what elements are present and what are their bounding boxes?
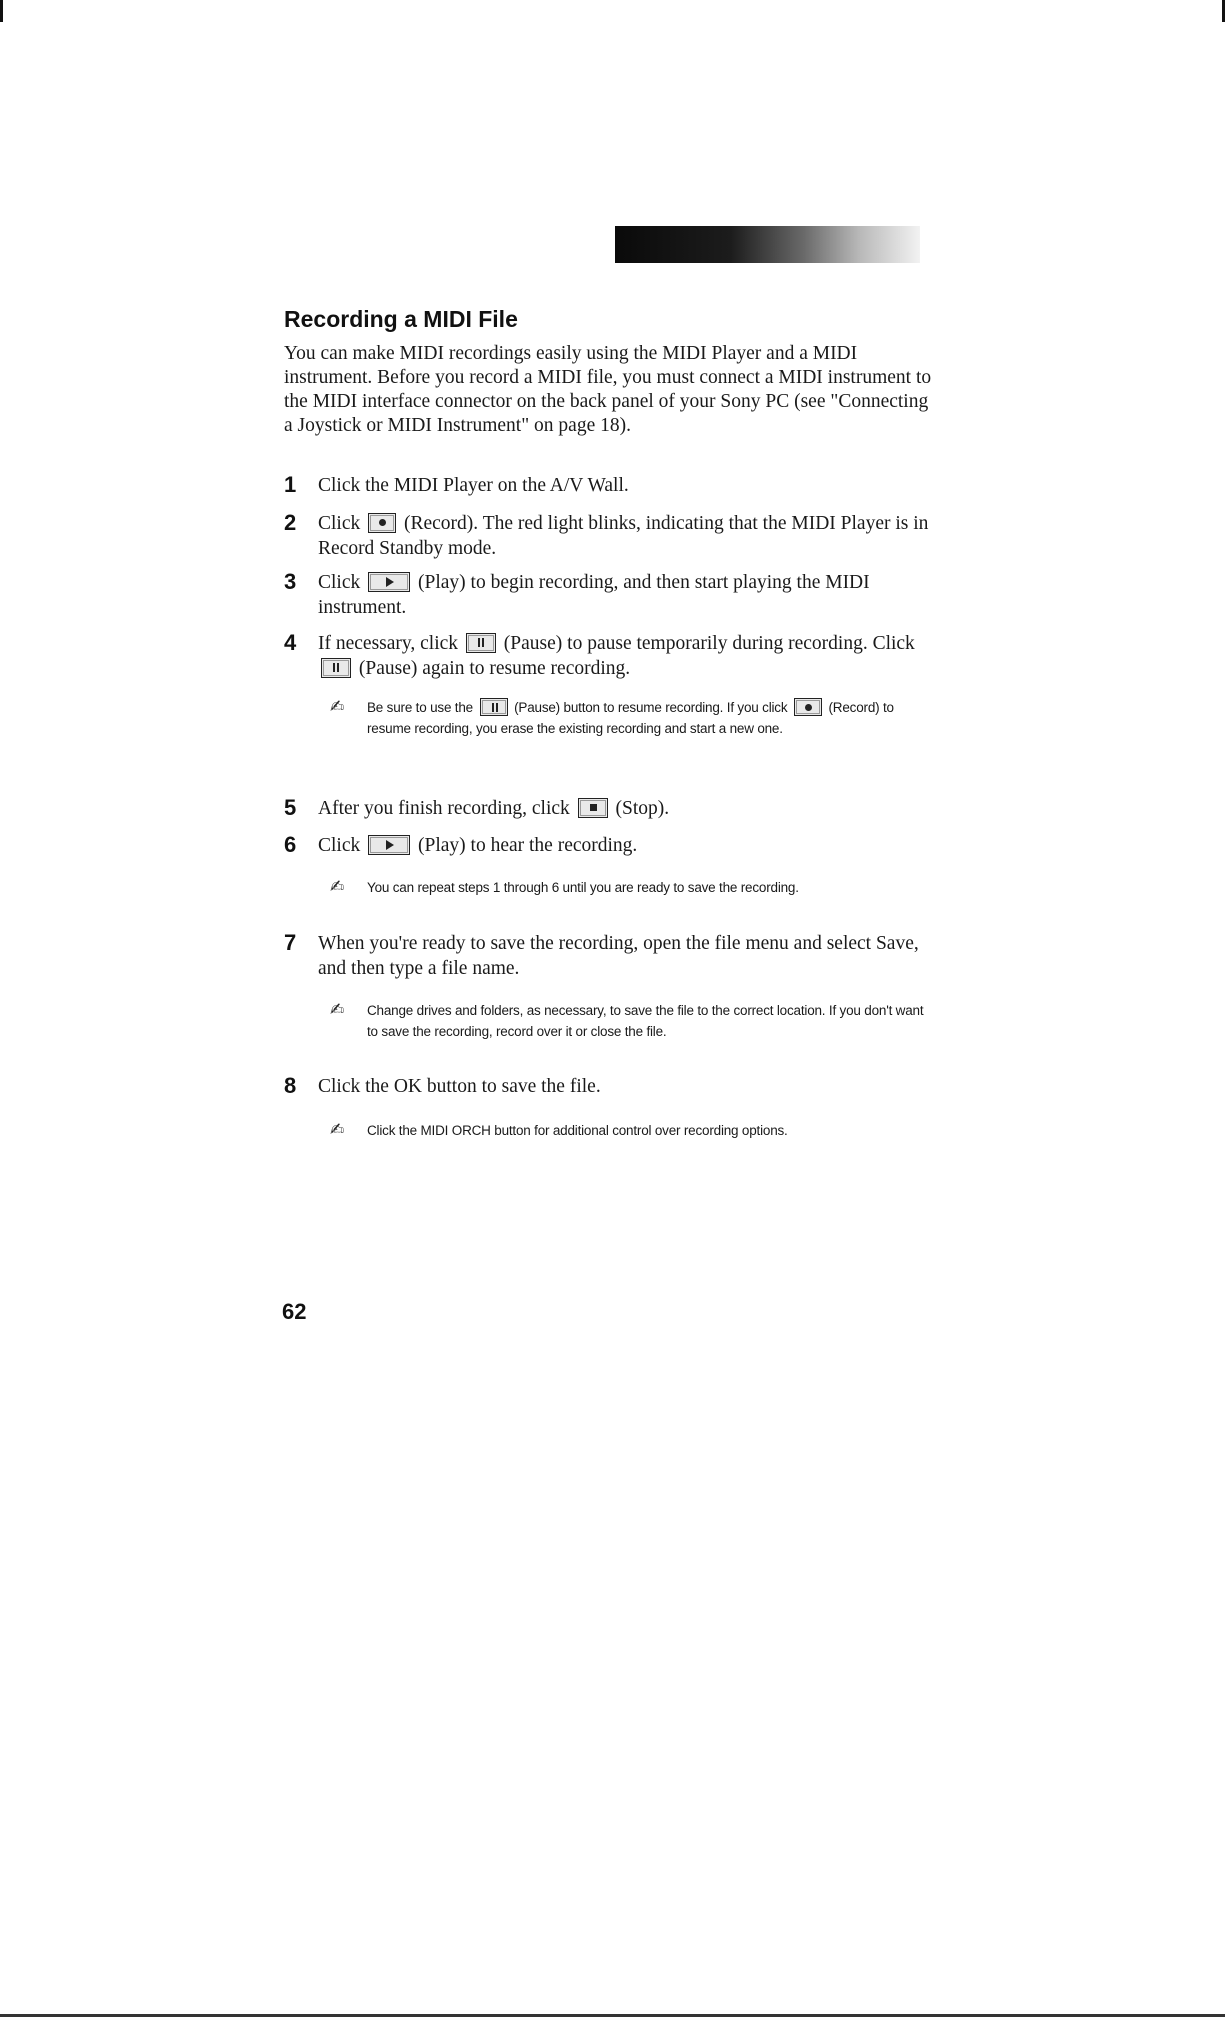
note-3: [330, 1000, 930, 1042]
step-text-end: (Record). The red light blinks, indicating that the MIDI Player is in Record Standby mode.: [318, 513, 929, 559]
page-number: 62: [282, 1299, 307, 1324]
step-4: [284, 631, 944, 681]
record-button-icon: [368, 513, 396, 533]
step-6: [284, 833, 944, 858]
note-2: [330, 877, 930, 898]
step-2: [284, 511, 944, 561]
note-text-end: (Record) to resume recording, you erase the existing recording and start a new one.: [367, 700, 894, 736]
step-number: 6: [284, 832, 297, 857]
step-number: 1: [284, 472, 297, 497]
writing-hand-icon: ✍: [330, 877, 345, 896]
step-text: [318, 570, 944, 620]
step-text: Click the OK button to save the file.: [318, 1076, 601, 1097]
note-text-middle: (Pause) button to resume recording. If you click: [514, 700, 788, 715]
step-number: 8: [284, 1073, 297, 1098]
step-text: When you're ready to save the recording, open the file menu and select Save, and then type a file name.: [318, 933, 919, 979]
step-number: 4: [284, 630, 297, 655]
writing-hand-icon: ✍: [330, 1120, 345, 1139]
step-text-end: (Play) to hear the recording.: [418, 835, 638, 856]
note-4: [330, 1120, 930, 1141]
scan-edge-mark-left: [0, 0, 3, 22]
pause-button-icon: [480, 698, 508, 716]
play-button-icon: [368, 572, 410, 592]
step-text: [318, 796, 944, 821]
step-text-start: If necessary, click: [318, 633, 459, 654]
step-number: 5: [284, 795, 297, 820]
note-text-start: Be sure to use the: [367, 700, 473, 715]
note-text: Click the MIDI ORCH button for additional control over recording options.: [367, 1123, 788, 1138]
step-text-end: (Stop).: [615, 798, 670, 819]
stop-button-icon: [578, 798, 608, 818]
pause-button-icon: [321, 658, 351, 678]
writing-hand-icon: ✍: [330, 697, 345, 716]
step-number: 2: [284, 510, 297, 535]
step-number: 7: [284, 930, 297, 955]
note-text: Change drives and folders, as necessary, to save the file to the correct location. If you don't want to save the recording, record over it or close the file.: [367, 1003, 924, 1039]
step-5: [284, 796, 944, 821]
section-title: Recording a MIDI File: [284, 306, 518, 332]
step-3: [284, 570, 944, 620]
step-text-start: After you finish recording, click: [318, 798, 570, 819]
step-text-end: (Play) to begin recording, and then start playing the MIDI instrument.: [318, 572, 870, 618]
step-text-start: Click: [318, 513, 361, 534]
step-8: [284, 1074, 944, 1099]
step-text: Click the MIDI Player on the A/V Wall.: [318, 475, 629, 496]
step-number: 3: [284, 569, 297, 594]
step-1: [284, 473, 944, 498]
chapter-header-bar: [615, 226, 920, 263]
note-1: [330, 697, 930, 739]
step-text-middle: (Pause) to pause temporarily during recording. Click: [503, 633, 915, 654]
step-text: [318, 631, 944, 681]
step-text-start: Click: [318, 572, 361, 593]
step-7: [284, 931, 944, 981]
writing-hand-icon: ✍: [330, 1000, 345, 1019]
pause-button-icon: [466, 633, 496, 653]
note-text: You can repeat steps 1 through 6 until you are ready to save the recording.: [367, 880, 799, 895]
step-text-start: Click: [318, 835, 361, 856]
step-text: [318, 833, 944, 858]
intro-paragraph: You can make MIDI recordings easily using the MIDI Player and a MIDI instrument. Before you record a MIDI file, you must connect a MIDI instrument to the MIDI interface connector on the back panel of your Sony PC (see "Connecting a Joystick or MIDI Instrument" on page 18).: [284, 343, 932, 436]
step-text-end: (Pause) again to resume recording.: [358, 658, 631, 679]
note-text: [367, 697, 930, 739]
record-button-icon: [794, 698, 822, 716]
play-button-icon: [368, 835, 410, 855]
step-text: [318, 511, 944, 561]
